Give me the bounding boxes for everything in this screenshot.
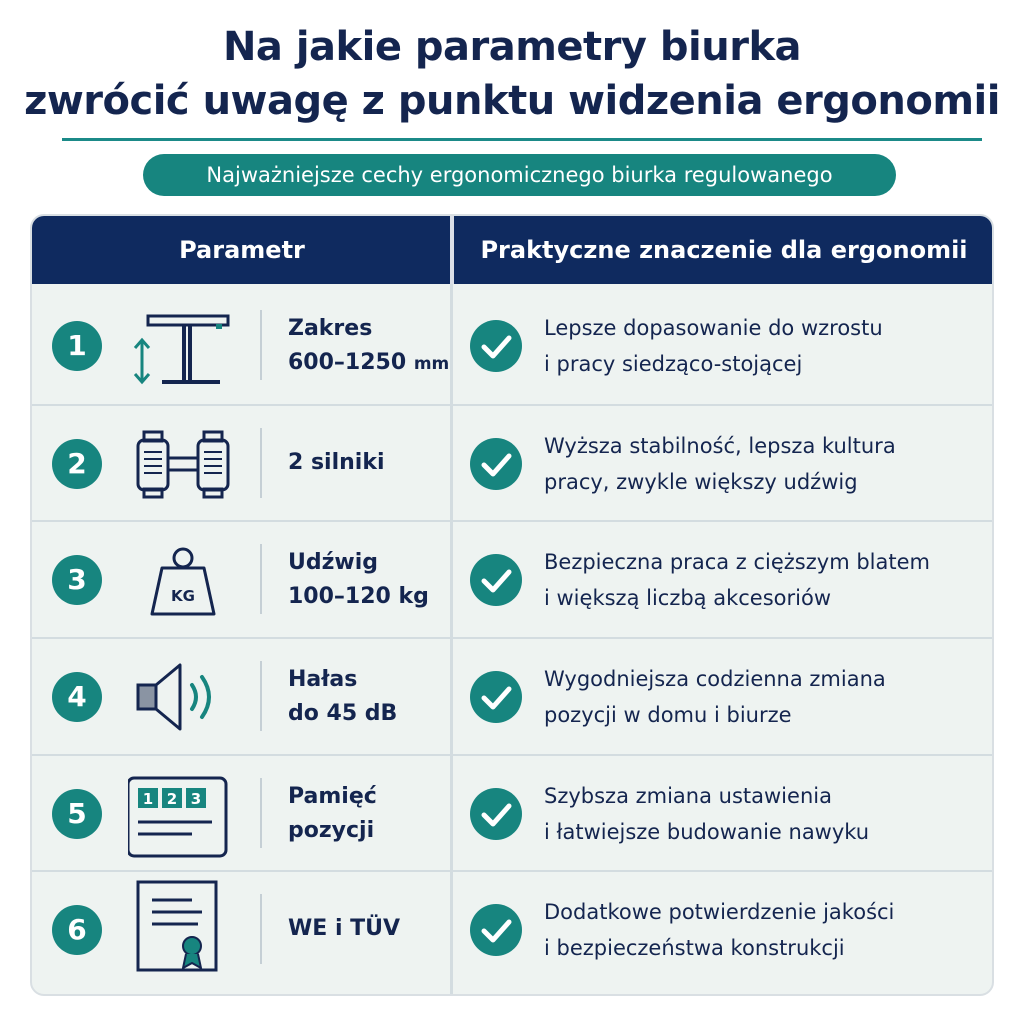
check-icon [470,671,522,723]
row-number-badge: 1 [52,321,102,371]
row-divider [260,544,262,614]
param-line-1: WE i TÜV [288,916,401,941]
param-line-1: Hałas [288,667,358,692]
table-row [32,522,992,638]
row-description [544,894,984,966]
param-line-2: 100–120 kg [288,584,429,609]
desc-line-2: i większą liczbą akcesoriów [544,586,831,610]
param-line-1: 2 silniki [288,450,385,475]
row-divider [260,661,262,731]
subtitle-banner: Najważniejsze cechy ergonomicznego biurka regulowanego [143,154,896,196]
dual-motor-icon [128,414,238,514]
desc-line-1: Lepsze dopasowanie do wzrostu [544,316,883,340]
param-label [288,912,448,946]
desc-line-1: Szybsza zmiana ustawienia [544,784,832,808]
page-title [0,20,1024,128]
table-row [32,406,992,522]
row-number-badge: 4 [52,672,102,722]
header-znaczenie: Praktyczne znaczenie dla ergonomii [480,236,968,264]
table-header [32,216,992,284]
memory-slot-3: 3 [190,790,202,808]
memory-panel-icon [128,764,238,864]
param-value: 600–1250 [288,350,407,375]
param-label [288,446,448,480]
desc-line-1: Dodatkowe potwierdzenie jakości [544,900,895,924]
table-row [32,872,992,988]
desc-line-2: i bezpieczeństwa konstrukcji [544,936,845,960]
kg-label: KG [171,587,195,605]
param-line-1: Udźwig [288,550,379,575]
row-divider [260,894,262,964]
check-icon [470,554,522,606]
table-row [32,756,992,872]
row-description [544,544,984,616]
row-number-badge: 3 [52,555,102,605]
desc-line-1: Wygodniejsza codzienna zmiana [544,667,886,691]
param-line-2 [288,346,448,381]
title-underline [62,138,982,141]
table-row [32,288,992,404]
param-label [288,663,448,731]
speaker-noise-icon [128,647,238,747]
row-description [544,778,984,850]
row-description [544,428,984,500]
param-label [288,546,448,614]
row-divider [260,310,262,380]
memory-slot-2: 2 [166,790,178,808]
param-line-1: Pamięć [288,784,377,809]
table-row [32,639,992,755]
page-title-line-2: zwrócić uwagę z punktu widzenia ergonomii [24,78,1000,124]
check-icon [470,438,522,490]
check-icon [470,320,522,372]
check-icon [470,904,522,956]
page-title-line-1: Na jakie parametry biurka [222,24,802,70]
memory-slot-1: 1 [142,790,154,808]
param-line-2: pozycji [288,818,375,843]
desc-line-2: i łatwiejsze budowanie nawyku [544,820,870,844]
row-divider [260,778,262,848]
certificate-icon [128,876,238,976]
desc-line-2: pozycji w domu i biurze [544,703,792,727]
row-divider [260,428,262,498]
desc-line-1: Bezpieczna praca z cięższym blatem [544,550,930,574]
parameters-table [30,214,994,996]
desc-line-2: pracy, zwykle większy udźwig [544,470,858,494]
param-line-2: do 45 dB [288,701,398,726]
check-icon [470,788,522,840]
desc-line-1: Wyższa stabilność, lepsza kultura [544,434,896,458]
param-unit: mm [413,354,450,374]
param-label [288,312,448,381]
weight-kg-icon [128,530,238,630]
row-description [544,310,984,382]
desc-line-2: i pracy siedząco-stojącej [544,352,803,376]
param-line-1: Zakres [288,316,373,341]
desk-height-icon [128,298,238,398]
param-label [288,780,448,848]
row-description [544,661,984,733]
row-number-badge: 2 [52,439,102,489]
header-parametr: Parametr [179,236,305,264]
row-number-badge: 5 [52,789,102,839]
row-number-badge: 6 [52,905,102,955]
